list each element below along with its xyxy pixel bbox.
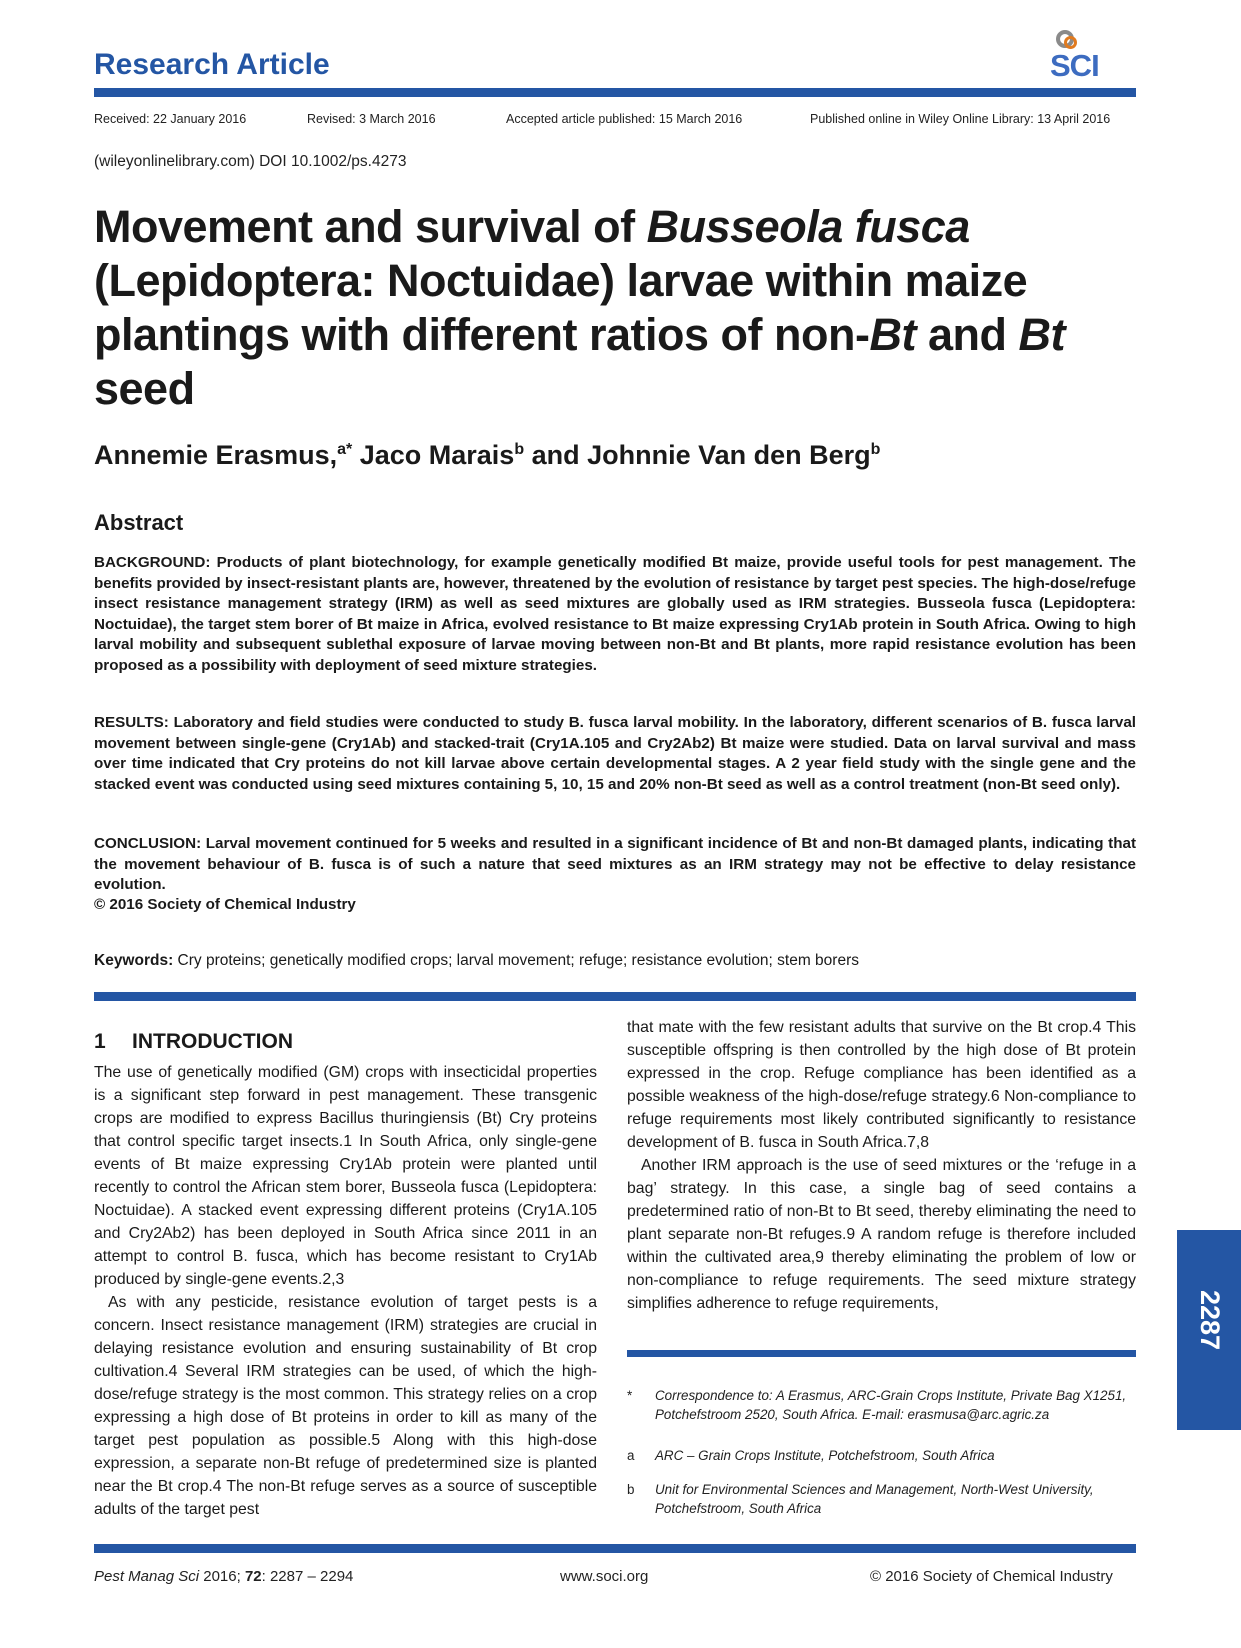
- doi-line: (wileyonlinelibrary.com) DOI 10.1002/ps.4273: [94, 153, 407, 170]
- page-number: 2287: [1195, 1290, 1225, 1351]
- author-name: Annemie Erasmus,: [94, 440, 338, 470]
- accepted-date: Accepted article published: 15 March 2016: [506, 112, 743, 126]
- title-part: and: [915, 309, 1019, 360]
- footnote-mark: b: [627, 1482, 635, 1497]
- received-date: Received: 22 January 2016: [94, 112, 247, 126]
- page-number-tab: [1177, 1230, 1241, 1430]
- footnote-text: Correspondence to: A Erasmus, ARC-Grain Crops Institute, Private Bag X1251, Potchefstroom 2520, South Africa. E-mail: erasmusa@arc.agric.za: [655, 1388, 1127, 1422]
- abstract-heading: Abstract: [94, 510, 184, 535]
- title-bt: Bt: [869, 309, 916, 360]
- title-bt: Bt: [1018, 309, 1065, 360]
- keywords-rule: [94, 992, 1136, 1001]
- footer-rule: [94, 1544, 1136, 1553]
- abstract-copyright: © 2016 Society of Chemical Industry: [94, 896, 356, 913]
- affiliation-mark: b: [514, 441, 525, 458]
- paragraph: The use of genetically modified (GM) crops with insecticidal properties is a significant step forward in pest management. These transgenic crops are modified to express Bacillus thuringiensis (Bt) Cry proteins that control specific target insects.1 In South Africa, only single-gene events of Bt maize expressing Cry1Ab protein were planted until recently to control the African stem borer, Busseola fusca (Lepidoptera: Noctuidae). A stacked event expressing different proteins (Cry1A.105 and Cry2Ab2) has been deployed in South Africa since 2011 in an attempt to control B. fusca, which has become resistant to Cry1Ab produced by single-gene events.2,3: [94, 1064, 597, 1288]
- section-title: INTRODUCTION: [132, 1030, 293, 1053]
- title-species: Busseola fusca: [646, 201, 970, 252]
- paragraph: that mate with the few resistant adults that survive on the Bt crop.4 This susceptible offspring is then controlled by the high dose of Bt protein expressed in the crop. Refuge compliance has been identified as a possible weakness of the high-dose/refuge strategy.6 Non-compliance to refuge requirements most likely contributed significantly to resistance development of B. fusca in South Africa.7,8: [627, 1019, 1136, 1151]
- abstract-conclusion: CONCLUSION: Larval movement continued for 5 weeks and resulted in a significant incidence of Bt and non-Bt damaged plants, indicating that the movement behaviour of B. fusca is of such a nature that seed mixtures as an IRM strategy may not be effective to delay resistance evolution.: [94, 835, 1136, 893]
- revised-date: Revised: 3 March 2016: [307, 112, 436, 126]
- logo-text: SCI: [1050, 48, 1099, 83]
- title-part: (Lepidoptera: Noctuidae) larvae within maize plantings with different ratios of non-: [94, 255, 1028, 360]
- citation-pages: : 2287 – 2294: [261, 1568, 354, 1585]
- right-column: [627, 1016, 1136, 1315]
- section-number: 1: [94, 1030, 106, 1053]
- affiliation-b-footnote: [627, 1480, 1136, 1518]
- website-link[interactable]: www.soci.org: [560, 1568, 649, 1585]
- article-type-heading: Research Article: [94, 48, 330, 81]
- footnote-rule: [627, 1350, 1136, 1357]
- published-date: Published online in Wiley Online Library: 13 April 2016: [810, 112, 1111, 126]
- paragraph: Another IRM approach is the use of seed mixtures or the ‘refuge in a bag’ strategy. In this case, a single bag of seed contains a predetermined ratio of non-Bt to Bt seed, thereby eliminating the need to plant separate non-Bt refuges.9 A random refuge is therefore included within the cultivated area,9 thereby eliminating the problem of low or non-compliance to refuge requirements. The seed mixture strategy simplifies adherence to refuge requirements,: [627, 1157, 1136, 1312]
- author-name: Jaco Marais: [352, 440, 515, 470]
- article-title: [94, 200, 1154, 416]
- title-part: Movement and survival of: [94, 201, 647, 252]
- keywords-label: Keywords:: [94, 952, 174, 969]
- affiliation-mark: b: [870, 441, 881, 458]
- citation-year: 2016;: [199, 1568, 245, 1585]
- abstract-results: RESULTS: Laboratory and field studies were conducted to study B. fusca larval mobility. In the laboratory, different scenarios of B. fusca larval movement between single-gene (Cry1Ab) and stacked-trait (Cry1A.105 and Cry2Ab2) Bt maize were studied. Data on larval survival and mass over time indicated that Cry proteins do not kill larvae above certain developmental stages. A 2 year field study with the single gene and the stacked event was conducted using seed mixtures containing 5, 10, 15 and 20% non-Bt seed as well as a control treatment (non-Bt seed only).: [94, 714, 1136, 793]
- title-part: seed: [94, 363, 195, 414]
- sci-logo: [1050, 26, 1136, 82]
- paragraph: As with any pesticide, resistance evolution of target pests is a concern. Insect resistance management (IRM) strategies are crucial in delaying resistance evolution and ensuring sustainability of Bt crop cultivation.4 Several IRM strategies can be used, of which the high-dose/refuge strategy is the most common. This strategy relies on a crop expressing a high dose of Bt proteins in order to kill as many of the target pest population as possible.5 Along with this high-dose expression, a separate non-Bt refuge of predetermined size is planted near the Bt crop.4 The non-Bt refuge serves as a source of susceptible adults of the target pest: [94, 1294, 597, 1518]
- left-column: [94, 1061, 597, 1521]
- citation-volume: 72: [244, 1568, 262, 1585]
- footnote-mark: *: [627, 1388, 633, 1403]
- footer-copyright: © 2016 Society of Chemical Industry: [870, 1568, 1113, 1585]
- abstract-background: BACKGROUND: Products of plant biotechnology, for example genetically modified Bt maize, provide useful tools for pest management. The benefits provided by insect-resistant plants are, however, threatened by the evolution of resistance by target pest species. The high-dose/refuge insect resistance management strategy (IRM) as well as seed mixtures are globally used as IRM strategies. Busseola fusca (Lepidoptera: Noctuidae), the target stem borer of Bt maize in Africa, evolved resistance to Bt maize expressing Cry1Ab protein in South Africa. Owing to high larval mobility and subsequent sublethal exposure of larvae moving between non-Bt and Bt plants, more rapid resistance evolution has been proposed as a possibility with deployment of seed mixture strategies.: [94, 554, 1136, 674]
- journal-name: Pest Manag Sci: [94, 1568, 200, 1585]
- keywords-text: Cry proteins; genetically modified crops; larval movement; refuge; resistance evolution; stem borers: [173, 952, 859, 969]
- author-list: [94, 440, 880, 471]
- author-name: and Johnnie Van den Berg: [524, 440, 871, 470]
- affiliation-a-footnote: [627, 1446, 1136, 1465]
- footnote-mark: a: [627, 1448, 635, 1463]
- keywords: [94, 952, 859, 970]
- section-heading: [94, 1030, 293, 1054]
- affiliation-mark: a*: [337, 441, 353, 458]
- footnote-text: ARC – Grain Crops Institute, Potchefstroom, South Africa: [655, 1448, 995, 1463]
- footnote-text: Unit for Environmental Sciences and Management, North-West University, Potchefstroom, South Africa: [655, 1482, 1094, 1516]
- correspondence-footnote: [627, 1386, 1136, 1424]
- journal-citation: [94, 1568, 353, 1585]
- header-rule: [94, 88, 1136, 97]
